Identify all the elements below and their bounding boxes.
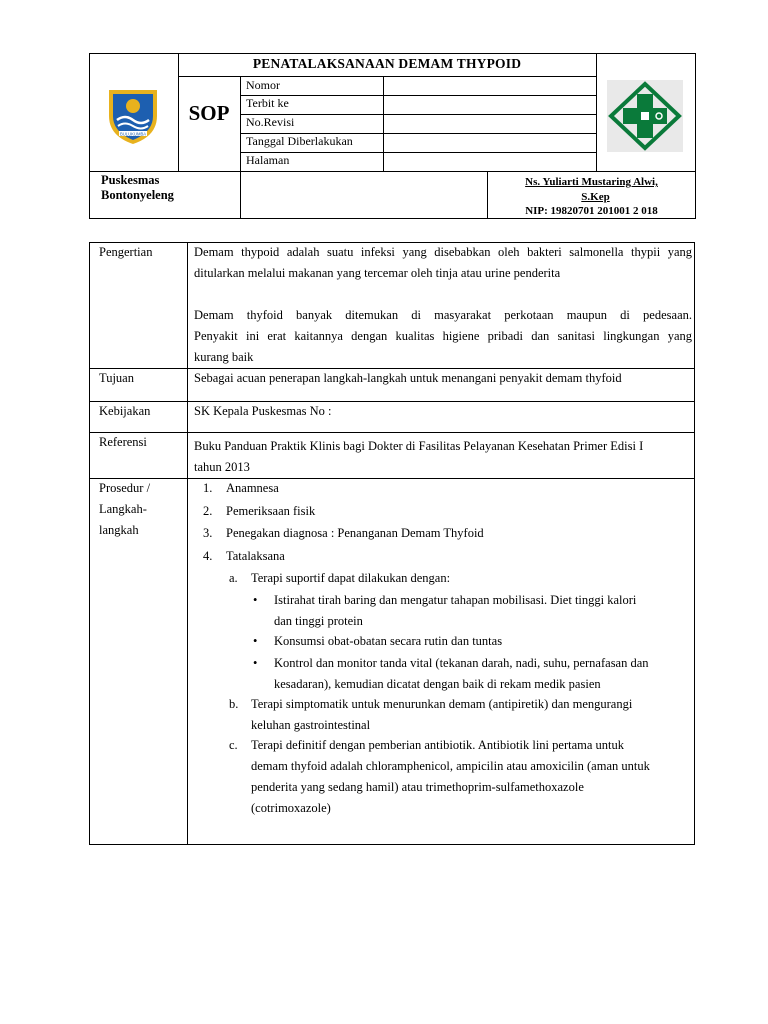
list-item: 3. Penegakan diagnosa : Penanganan Demam Thyfoid (203, 526, 484, 540)
row-label-pengertian: Pengertian (99, 245, 153, 259)
svg-text:BULUKUMBA: BULUKUMBA (119, 131, 147, 137)
document-title: PENATALAKSANAAN DEMAM THYPOID (252, 56, 522, 71)
bullet-item: • Kontrol dan monitor tanda vital (tekanan darah, nadi, suhu, pernafasan dan kesadaran), kemudian dicatat dengan baik di rekam medik pasien (253, 656, 649, 691)
row-label-kebijakan: Kebijakan (99, 404, 151, 418)
puskesmas-logo (607, 80, 683, 152)
sub-item-c: c. Terapi definitif dengan pemberian antibiotik. Antibiotik lini pertama untuk demam thyfoid adalah chloramphenicol, ampicilin atau amoxicilin (aman untuk penderita yang sedang hamil) atau trimethoprim-sulfamethoxazole (cotrimoxazole) (229, 738, 650, 815)
tujuan-text: Sebagai acuan penerapan langkah-langkah untuk menangani penyakit demam thyfoid (194, 371, 622, 385)
bullet-item: • Istirahat tirah baring dan mengatur tahapan mobilisasi. Diet tinggi kalori dan tinggi protein (253, 593, 637, 628)
row-label-prosedur: Prosedur / Langkah- langkah (99, 481, 151, 537)
list-item: 1. Anamnesa (203, 481, 279, 495)
sub-item-b: b. Terapi simptomatik untuk menurunkan demam (antipiretik) dan mengurangi keluhan gastrointestinal (229, 697, 633, 732)
field-tanggal-diberlakukan: Tanggal Diberlakukan (246, 134, 353, 148)
prosedur-steps (194, 478, 692, 819)
field-no-revisi: No.Revisi (246, 115, 295, 129)
sop-label: SOP (188, 101, 230, 125)
bulukumba-logo (105, 86, 161, 146)
row-label-referensi: Referensi (99, 435, 147, 449)
field-halaman: Halaman (246, 153, 290, 167)
institution-name: Puskesmas Bontonyeleng (101, 173, 174, 202)
sub-item-a: a. Terapi suportif dapat dilakukan dengan: (229, 571, 451, 585)
signatory: Ns. Yuliarti Mustaring Alwi, S.Kep NIP: 19820701 201001 2 018 (525, 176, 658, 217)
referensi-text: Buku Panduan Praktik Klinis bagi Dokter di Fasilitas Pelayanan Kesehatan Primer Edisi I tahun 2013 (194, 439, 644, 474)
list-item: 4. Tatalaksana (203, 548, 285, 563)
bullet-item: • Konsumsi obat-obatan secara rutin dan tuntas (253, 634, 503, 648)
field-nomor: Nomor (246, 78, 280, 92)
pengertian-text: Demam thypoid adalah suatu infeksi yang disebabkan oleh bakteri salmonella thypii yang ditularkan melalui makanan yang tercemar oleh tinja atau urine penderita Demam thyfoid banyak ditemukan di masyarakat perkotaan maupun di pedesaan. Penyakit ini erat kaitannya dengan kualitas higiene pribadi dan sanitasi lingkungan yang kurang baik (194, 245, 692, 364)
row-label-tujuan: Tujuan (99, 371, 134, 385)
list-item: 2. Pemeriksaan fisik (203, 503, 316, 518)
kebijakan-text: SK Kepala Puskesmas No : (194, 404, 332, 418)
field-terbit-ke: Terbit ke (246, 96, 289, 110)
